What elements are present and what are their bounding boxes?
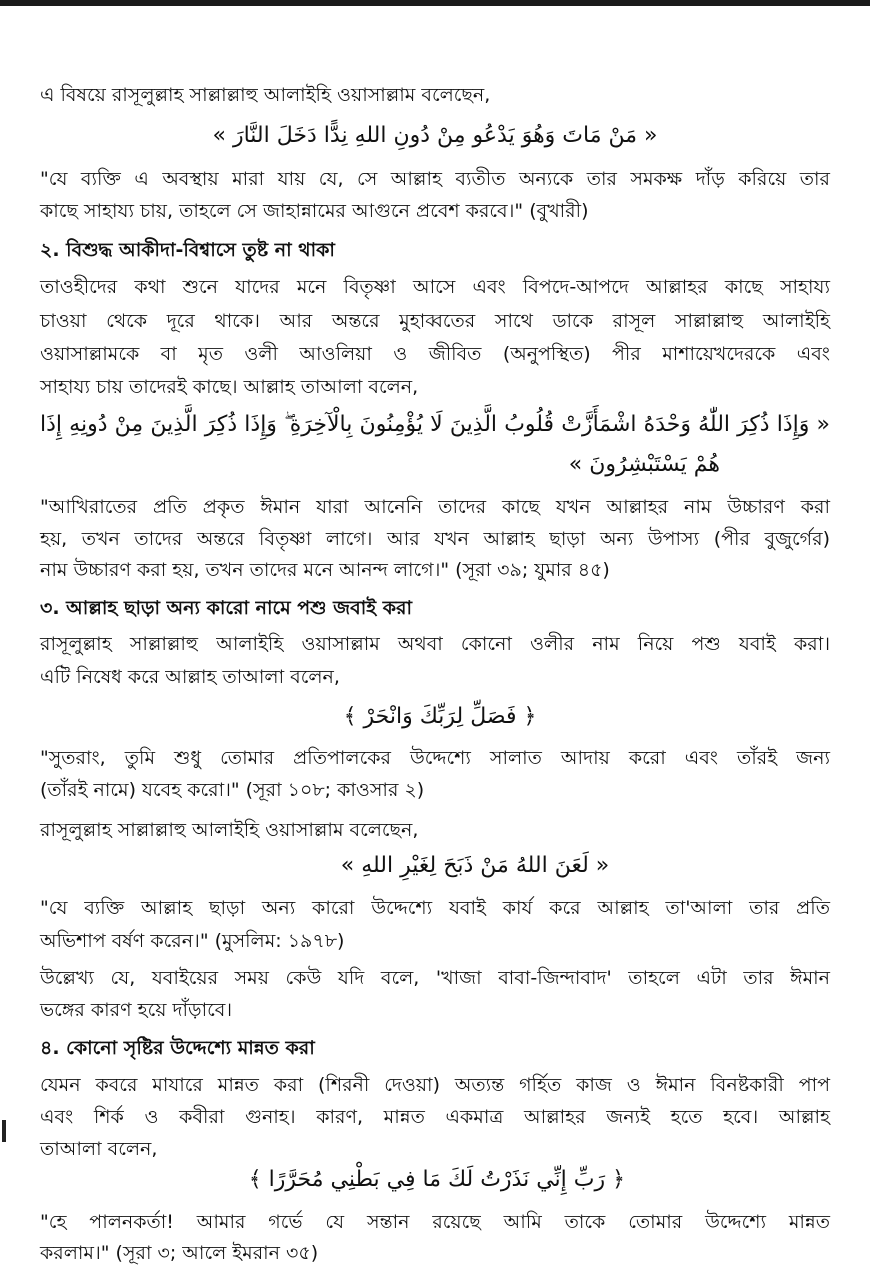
arabic-ayah-3: ﴿ رَبِّ إِنِّي نَذَرْتُ لَكَ مَا فِي بَطْنِي مُحَرَّرًا ﴾ [248,1167,625,1192]
text-line: "যে ব্যক্তি এ অবস্থায় মারা যায় যে, সে আল্লাহ ব্যতীত অন্যকে তার সমকক্ষ দাঁড় করিয়ে তার [40,168,830,190]
text-line: অভিশাপ বর্ষণ করেন।" (মুসলিম: ১৯৭৮) [40,930,345,952]
text-line: "যে ব্যক্তি আল্লাহ ছাড়া অন্য কারো উদ্দেশ্যে যবাই কার্য করে আল্লাহ তা'আলা তার প্রতি [40,897,830,919]
text-line: তাওহীদের কথা শুনে যাদের মনে বিতৃষ্ণা আসে এবং বিপদে-আপদে আল্লাহর কাছে সাহায্য [40,276,830,298]
text-line: ওয়াসাল্লামকে বা মৃত ওলী আওলিয়া ও জীবিত (অনুপস্থিত) পীর মাশায়েখদেরকে এবং [40,343,830,365]
text-line: কাছে সাহায্য চায়, তাহলে সে জাহান্নামের আগুনে প্রবেশ করবে।" (বুখারী) [40,200,589,222]
text-line: (তাঁরই নামে) যবেহ করো।" (সূরা ১০৮; কাওসার ২) [40,779,425,801]
text-line: যেমন কবরে মাযারে মান্নত করা (শিরনী দেওয়া) অত্যন্ত গর্হিত কাজ ও ঈমান বিনষ্টকারী পাপ [40,1074,830,1096]
text-line: এবং শির্ক ও কবীরা গুনাহ। কারণ, মান্নত একমাত্র আল্লাহর জন্যই হতে হবে। আল্লাহ [40,1106,830,1128]
text-line: "সুতরাং, তুমি শুধু তোমার প্রতিপালকের উদ্দেশ্যে সালাত আদায় করো এবং তাঁরই জন্য [40,747,830,769]
text-line: উল্লেখ্য যে, যবাইয়ের সময় কেউ যদি বলে, 'খাজা বাবা-জিন্দাবাদ' তাহলে এটা তার ঈমান [40,967,830,989]
text-line: করলাম।" (সূরা ৩; আলে ইমরান ৩৫) [40,1242,319,1264]
text-line: সাহায্য চায় তাদেরই কাছে। আল্লাহ তাআলা বলেন, [40,376,419,398]
text-line: হয়, তখন তাদের অন্তরে বিতৃষ্ণা লাগে। আর যখন আল্লাহ ছাড়া অন্য উপাস্য (পীর বুজুর্গের) [40,528,830,550]
text-line: রাসূলুল্লাহ সাল্লাল্লাহু আলাইহি ওয়াসাল্লাম অথবা কোনো ওলীর নাম নিয়ে পশু যবাই করা। [40,633,830,655]
section-heading-4: ৪. কোনো সৃষ্টির উদ্দেশ্যে মান্নত করা [40,1037,315,1059]
text-line: ভঙ্গের কারণ হয়ে দাঁড়াবে। [40,999,233,1021]
text-line: তাআলা বলেন, [40,1138,158,1160]
text-line: এটি নিষেধ করে আল্লাহ তাআলা বলেন, [40,666,340,688]
text-line: চাওয়া থেকে দূরে থাকে। আর অন্তরে মুহাব্বতের সাথে ডাকে রাসূল সাল্লাল্লাহু আলাইহি [40,310,830,332]
text-line: "হে পালনকর্তা! আমার গর্ভে যে সন্তান রয়েছে আমি তাকে তোমার উদ্দেশ্যে মান্নত [40,1211,830,1233]
text-line: "আখিরাতের প্রতি প্রকৃত ঈমান যারা আনেনি তাদের কাছে যখন আল্লাহর নাম উচ্চারণ করা [40,496,830,518]
text-line: এ বিষয়ে রাসূলুল্লাহ সাল্লাল্লাহু আলাইহি ওয়াসাল্লাম বলেছেন, [40,84,491,106]
text-line: নাম উচ্চারণ করা হয়, তখন তাদের মনে আনন্দ লাগে।" (সূরা ৩৯; যুমার ৪৫) [40,559,610,581]
arabic-hadith-1: « مَنْ مَاتَ وَهُوَ يَدْعُو مِنْ دُونِ اللهِ نِدًّا دَخَلَ النَّارَ » [212,123,658,148]
section-heading-2: ২. বিশুদ্ধ আকীদা-বিশ্বাসে তুষ্ট না থাকা [40,239,335,261]
arabic-ayah-1-continued: هُمْ يَسْتَبْشِرُونَ » [568,452,720,477]
arabic-hadith-2: « لَعَنَ اللهُ مَنْ ذَبَحَ لِغَيْرِ اللهِ » [340,853,610,878]
arabic-ayah-1: « وَإِذَا ذُكِرَ اللّٰهُ وَحْدَهُ اشْمَأَزَّتْ قُلُوبُ الَّذِينَ لَا يُؤْمِنُونَ بِالْآخِرَةِ ۖ وَإِذَا ذُكِرَ الَّذِينَ مِنْ دُونِهِ إِذَا [40,412,830,437]
arabic-ayah-2: ﴿ فَصَلِّ لِرَبِّكَ وَانْحَرْ ﴾ [343,704,537,729]
section-heading-3: ৩. আল্লাহ ছাড়া অন্য কারো নামে পশু জবাই করা [40,597,412,619]
text-line: রাসূলুল্লাহ সাল্লাল্লাহু আলাইহি ওয়াসাল্লাম বলেছেন, [40,819,419,841]
